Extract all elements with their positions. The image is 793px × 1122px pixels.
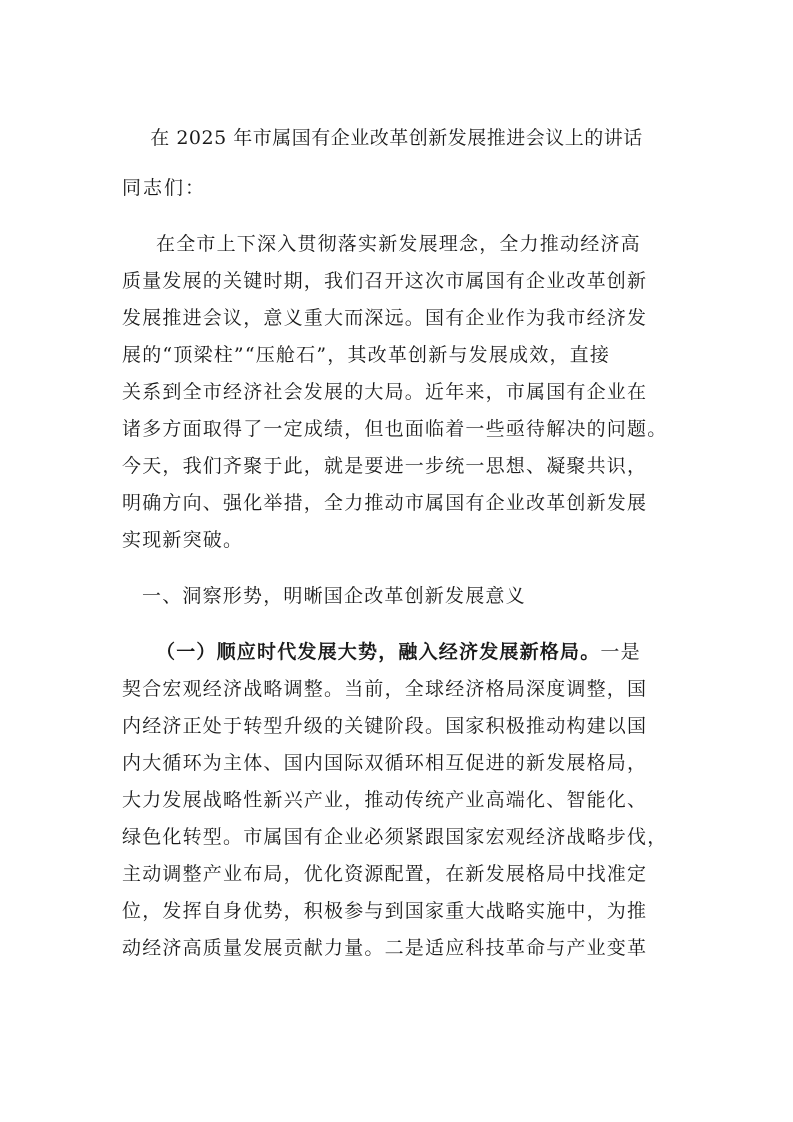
intro-line: 关系到全市经济社会发展的大局。近年来，市属国有企业在	[122, 381, 648, 403]
document-title: 在 2025 年市属国有企业改革创新发展推进会议上的讲话	[150, 127, 643, 149]
intro-line: 质量发展的关键时期，我们召开这次市属国有企业改革创新	[122, 270, 648, 292]
body-line: 绿色化转型。市属国有企业必须紧跟国家宏观经济战略步伐，	[122, 826, 668, 848]
intro-line: 展的“顶梁柱”“压舱石”，其改革创新与发展成效，直接	[122, 344, 611, 366]
body-line: 大力发展战略性新兴产业，推动传统产业高端化、智能化、	[122, 789, 648, 811]
body-line: 内经济正处于转型升级的关键阶段。国家积极推动构建以国	[122, 715, 648, 737]
subsection-heading: （一）顺应时代发展大势，融入经济发展新格局。	[156, 641, 601, 663]
body-line: 契合宏观经济战略调整。当前，全球经济格局深度调整，国	[122, 678, 648, 700]
subsection-lead-text: 一是	[600, 641, 641, 663]
intro-line: 明确方向、强化举措，全力推动市属国有企业改革创新发展	[122, 492, 648, 514]
section-heading: 一、洞察形势，明晰国企改革创新发展意义	[142, 585, 526, 607]
subsection-first-line	[156, 636, 641, 668]
intro-line: 在全市上下深入贯彻落实新发展理念，全力推动经济高	[156, 233, 641, 255]
body-line: 主动调整产业布局，优化资源配置，在新发展格局中找准定	[122, 863, 648, 885]
salutation: 同志们：	[122, 177, 207, 199]
intro-line: 诸多方面取得了一定成绩，但也面临着一些亟待解决的问题。	[122, 418, 668, 440]
intro-line: 发展推进会议，意义重大而深远。国有企业作为我市经济发	[122, 307, 648, 329]
body-line: 内大循环为主体、国内国际双循环相互促进的新发展格局，	[122, 752, 648, 774]
body-line: 位，发挥自身优势，积极参与到国家重大战略实施中，为推	[122, 900, 648, 922]
intro-line: 实现新突破。	[122, 529, 244, 551]
intro-line: 今天，我们齐聚于此，就是要进一步统一思想、凝聚共识，	[122, 455, 648, 477]
body-line: 动经济高质量发展贡献力量。二是适应科技革命与产业变革	[122, 937, 648, 959]
